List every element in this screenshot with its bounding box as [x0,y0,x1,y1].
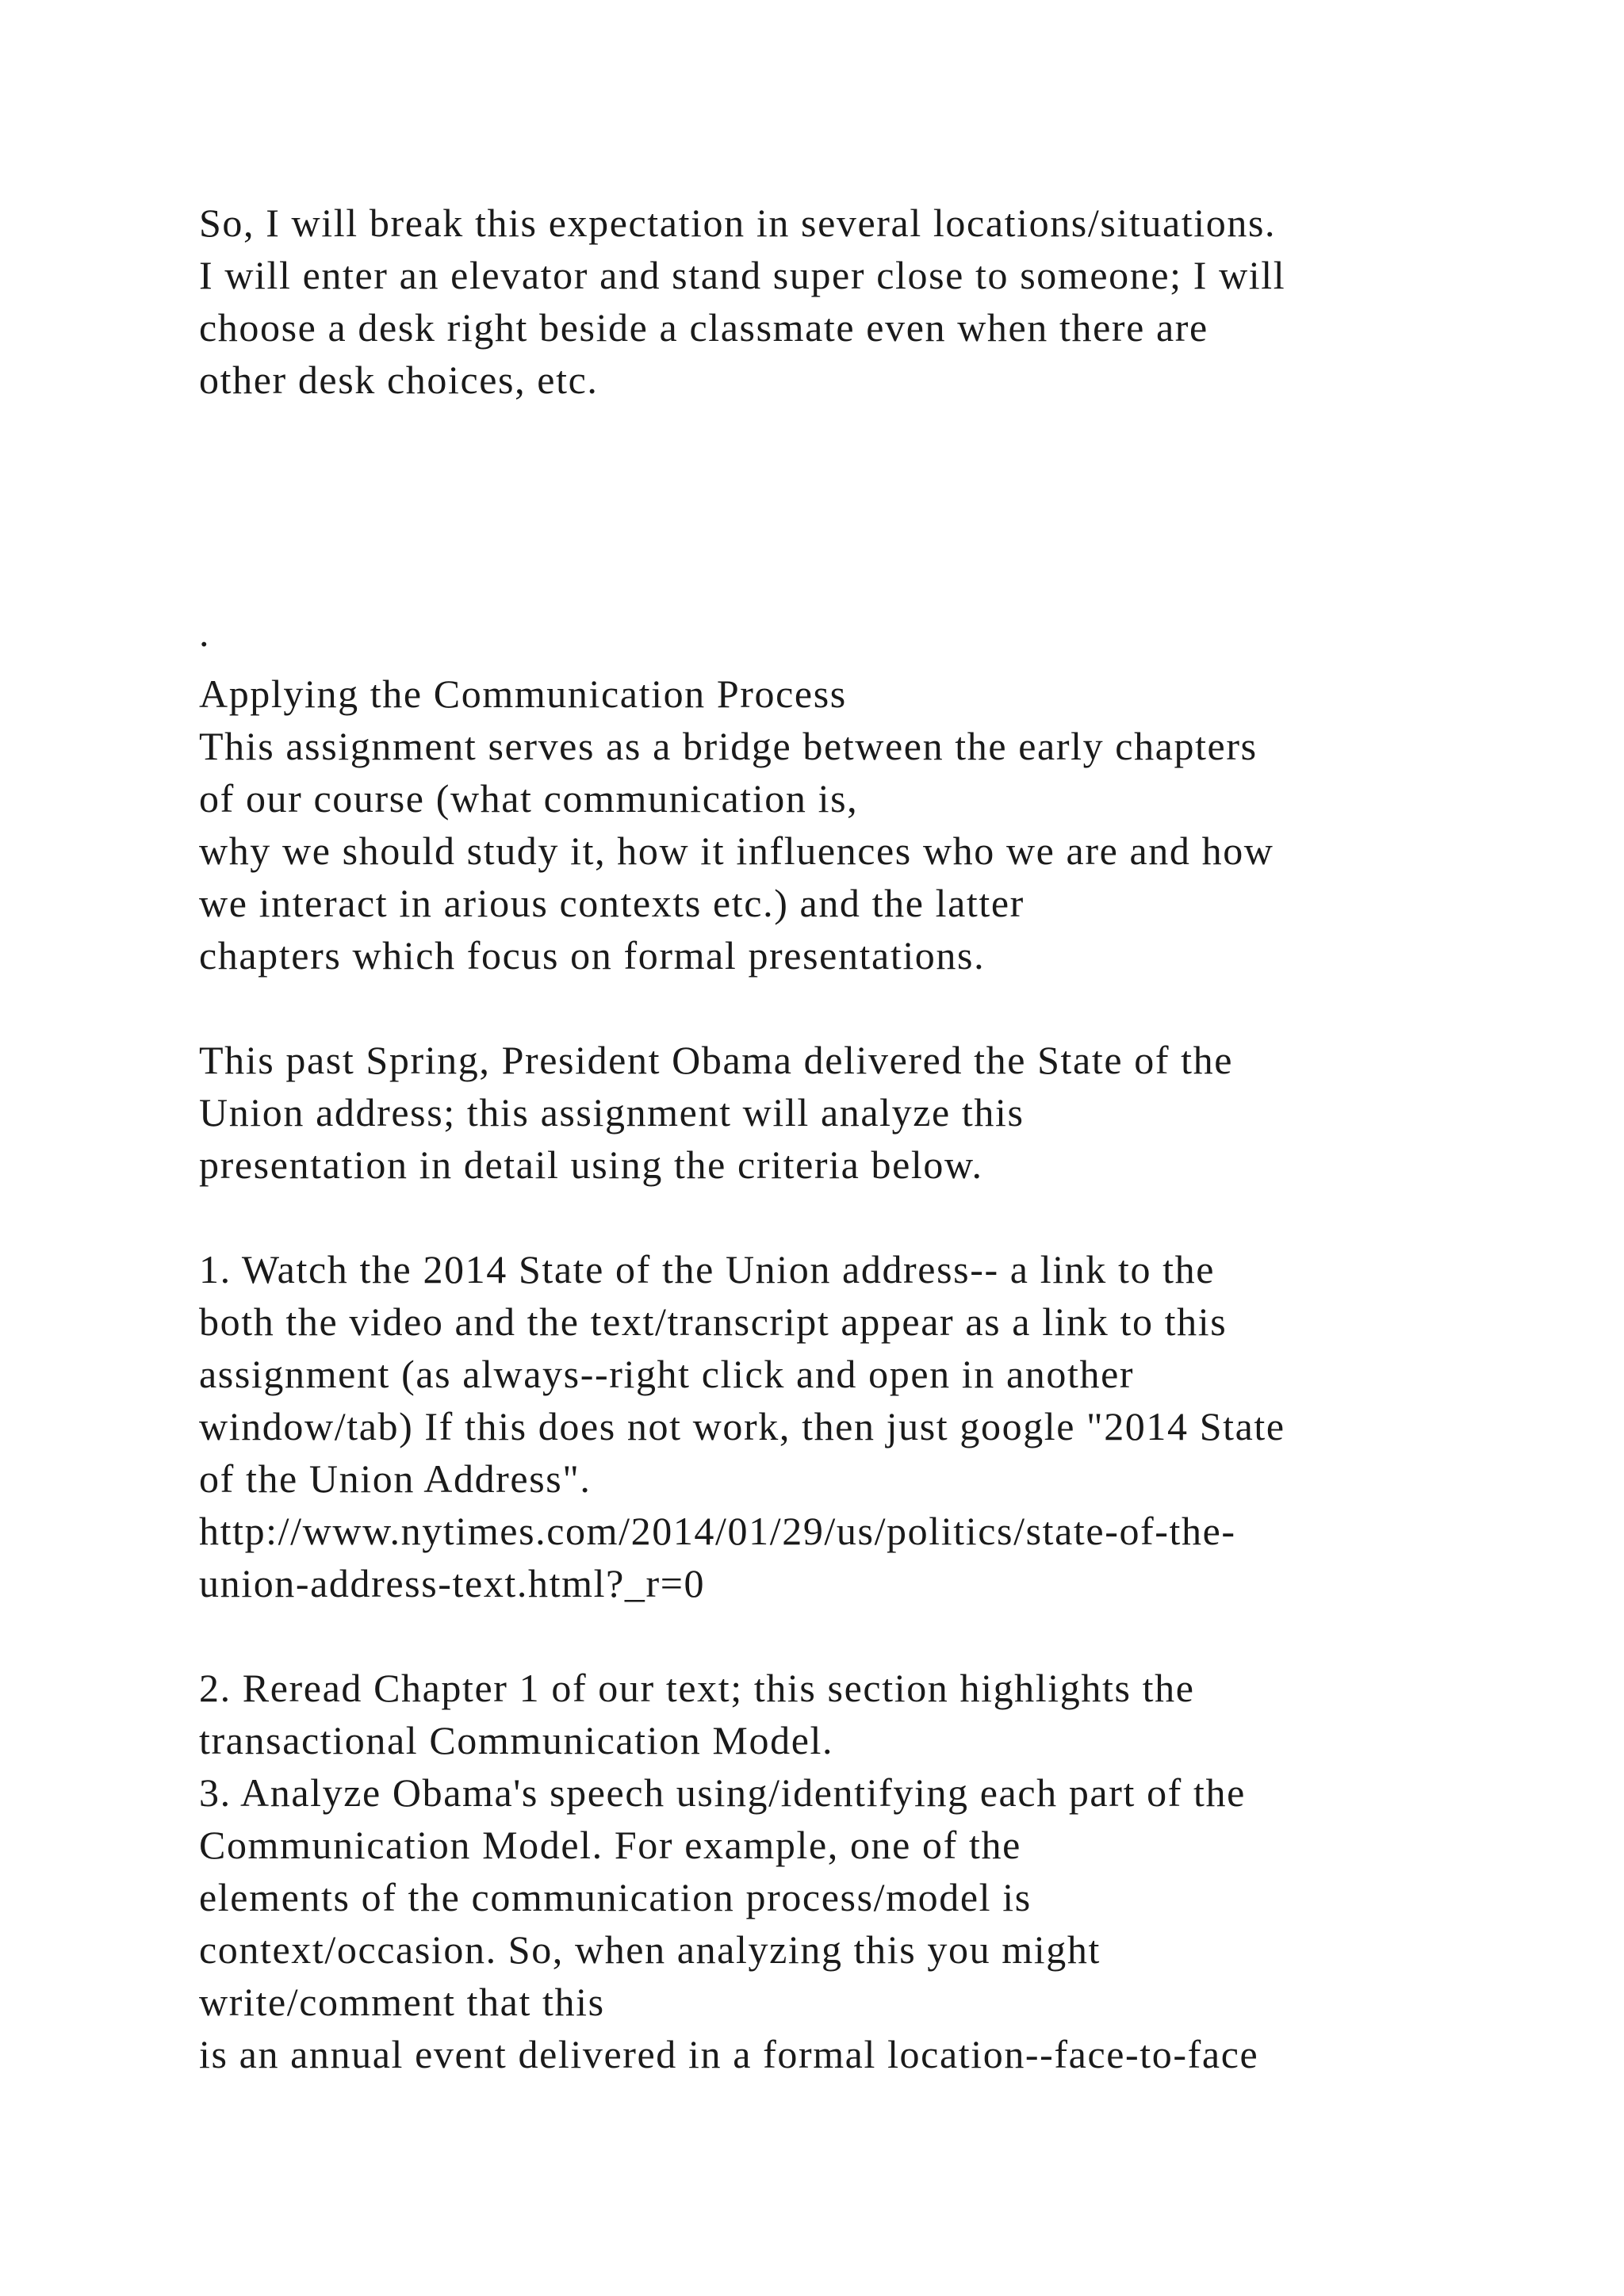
text-line: write/comment that this [199,1980,605,2024]
text-line: chapters which focus on formal presentations. [199,933,986,978]
blank-line [199,1609,1285,1662]
text-line: of the Union Address". [199,1456,592,1501]
text-line: This assignment serves as a bridge between the early chapters [199,724,1258,768]
text-line: other desk choices, etc. [199,358,599,402]
text-line: of our course (what communication is, [199,776,859,821]
list-item-3-line: 3. Analyze Obama's speech using/identifying each part of the [199,1770,1246,1815]
intro-paragraph [199,197,1285,406]
separator-dot [199,607,210,659]
url-text: union-address-text.html?_r=0 [199,1561,706,1605]
text-line: both the video and the text/transcript appear as a link to this [199,1299,1228,1344]
separator-text: . [199,610,211,655]
text-line: Union address; this assignment will analyze this [199,1090,1025,1135]
text-line: transactional Communication Model. [199,1718,834,1762]
text-line: context/occasion. So, when analyzing this you might [199,1927,1101,1972]
text-line: presentation in detail using the criteria below. [199,1142,983,1187]
blank-line [199,982,1285,1034]
list-item-1-line: 1. Watch the 2014 State of the Union address-- a link to the [199,1247,1216,1292]
text-line: window/tab) If this does not work, then just google "2014 State [199,1404,1285,1448]
text-line: is an annual event delivered in a formal location--face-to-face [199,2032,1259,2076]
text-line: why we should study it, how it influences who we are and how [199,828,1274,873]
text-line: Communication Model. For example, one of the [199,1823,1021,1867]
assignment-title: Applying the Communication Process [199,672,847,716]
text-line: we interact in arious contexts etc.) and the latter [199,881,1025,925]
list-item-2-line: 2. Reread Chapter 1 of our text; this section highlights the [199,1666,1195,1710]
blank-line [199,1191,1285,1243]
url-text: http://www.nytimes.com/2014/01/29/us/politics/state-of-the- [199,1509,1236,1553]
text-line: elements of the communication process/model is [199,1875,1032,1919]
text-line: assignment (as always--right click and open in another [199,1352,1135,1396]
text-line: This past Spring, President Obama delivered the State of the [199,1038,1234,1082]
text-line: choose a desk right beside a classmate even when there are [199,305,1208,350]
text-line: I will enter an elevator and stand super close to someone; I will [199,253,1286,297]
text-line: So, I will break this expectation in several locations/situations. [199,201,1277,245]
assignment-body [199,668,1285,2080]
